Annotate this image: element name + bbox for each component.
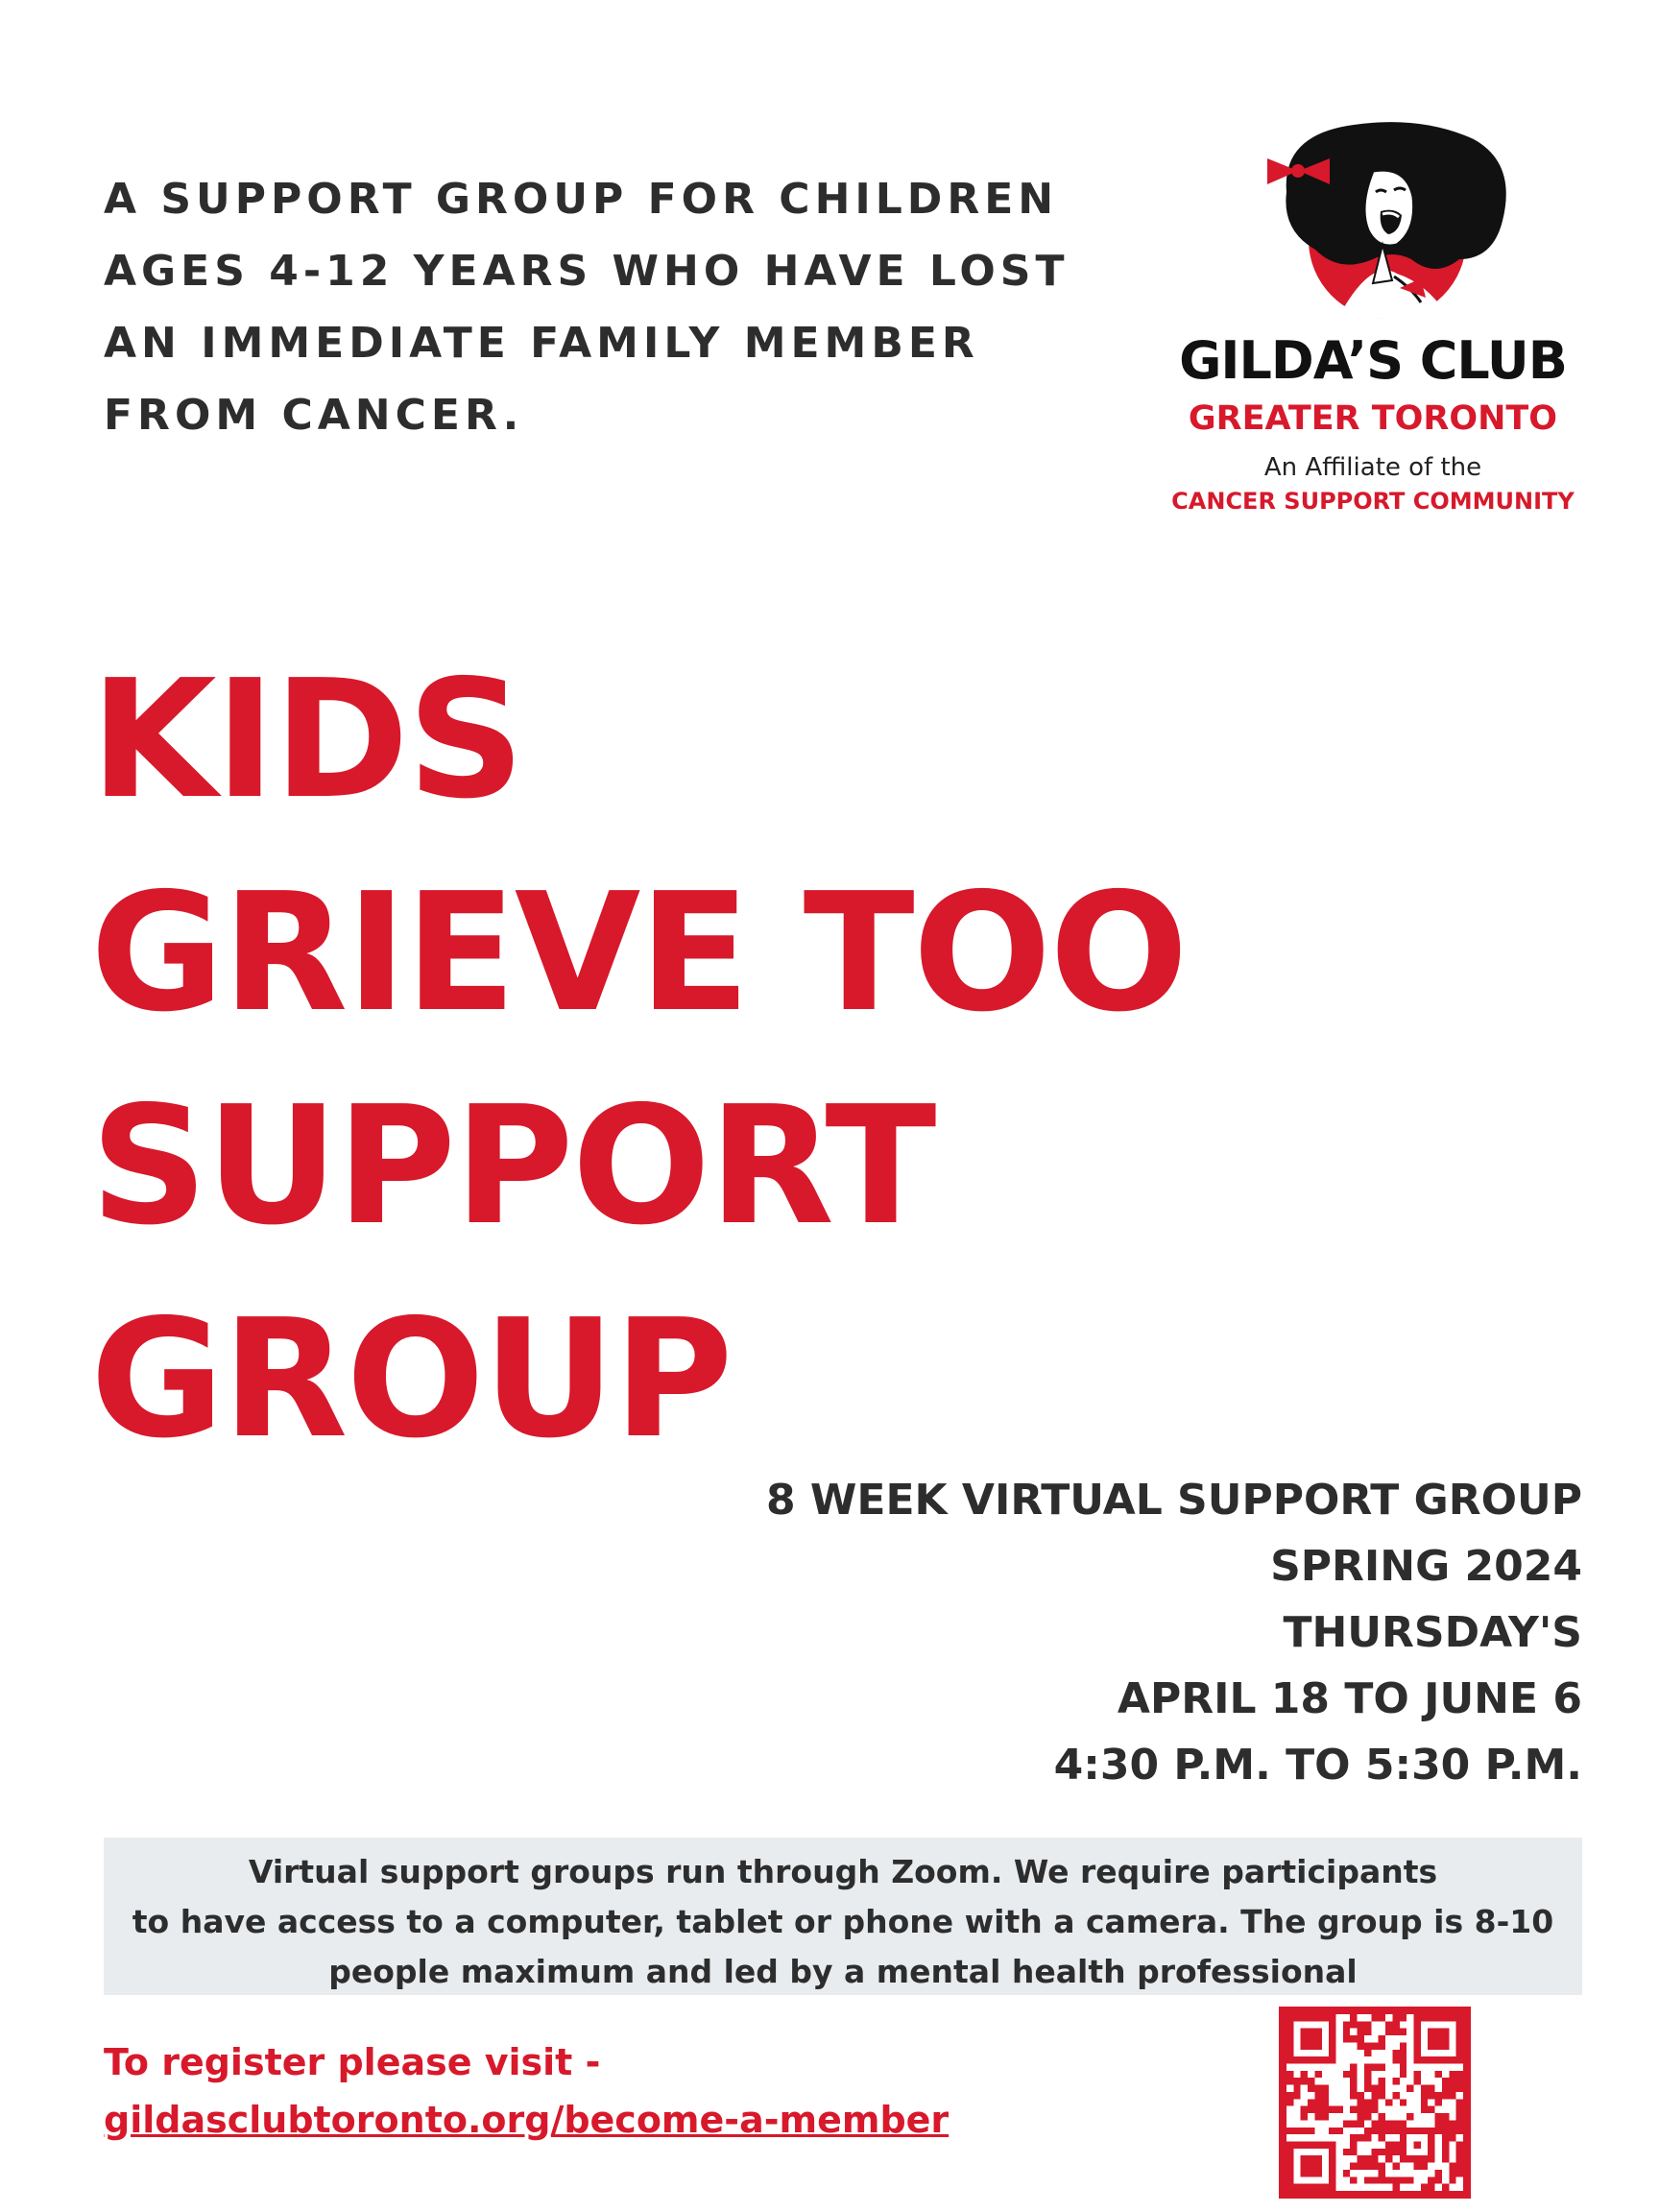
intro-line: AN IMMEDIATE FAMILY MEMBER: [104, 319, 979, 368]
detail-line: 4:30 P.M. TO 5:30 P.M.: [1053, 1741, 1582, 1790]
logo-region: GREATER TORONTO: [1188, 399, 1558, 438]
register-section: [104, 2033, 949, 2149]
detail-line: SPRING 2024: [1270, 1542, 1582, 1591]
intro-line: AGES 4-12 YEARS WHO HAVE LOST: [104, 247, 1070, 296]
register-prompt: To register please visit -: [104, 2041, 601, 2083]
logo-affiliate: An Affiliate of the: [1263, 453, 1482, 482]
logo-name: GILDA’S CLUB: [1179, 330, 1567, 391]
note-line: people maximum and led by a mental health professional: [328, 1953, 1358, 1990]
register-link[interactable]: gildasclubtoronto.org/become-a-member: [104, 2099, 950, 2141]
title-line: SUPPORT: [90, 1071, 935, 1262]
event-details: [766, 1467, 1582, 1798]
gilda-mascot-icon: [1229, 115, 1546, 326]
title-line: KIDS: [90, 645, 523, 835]
gildas-club-logo: [1133, 115, 1613, 528]
intro-text: [104, 163, 1070, 451]
note-line: Virtual support groups run through Zoom. We require participants: [248, 1853, 1438, 1890]
detail-line: APRIL 18 TO JUNE 6: [1117, 1674, 1582, 1723]
title-line: GROUP: [90, 1285, 732, 1475]
qr-code-icon[interactable]: [1279, 2007, 1471, 2199]
page-title: [90, 634, 1187, 1486]
note-line: to have access to a computer, tablet or phone with a camera. The group is 8-10: [132, 1903, 1554, 1940]
info-note: [104, 1838, 1582, 1995]
intro-line: A SUPPORT GROUP FOR CHILDREN: [104, 175, 1059, 224]
detail-line: 8 WEEK VIRTUAL SUPPORT GROUP: [765, 1476, 1582, 1525]
logo-community: CANCER SUPPORT COMMUNITY: [1171, 488, 1575, 515]
detail-line: THURSDAY'S: [1283, 1608, 1582, 1657]
title-line: GRIEVE TOO: [90, 858, 1187, 1048]
intro-line: FROM CANCER.: [104, 391, 524, 440]
